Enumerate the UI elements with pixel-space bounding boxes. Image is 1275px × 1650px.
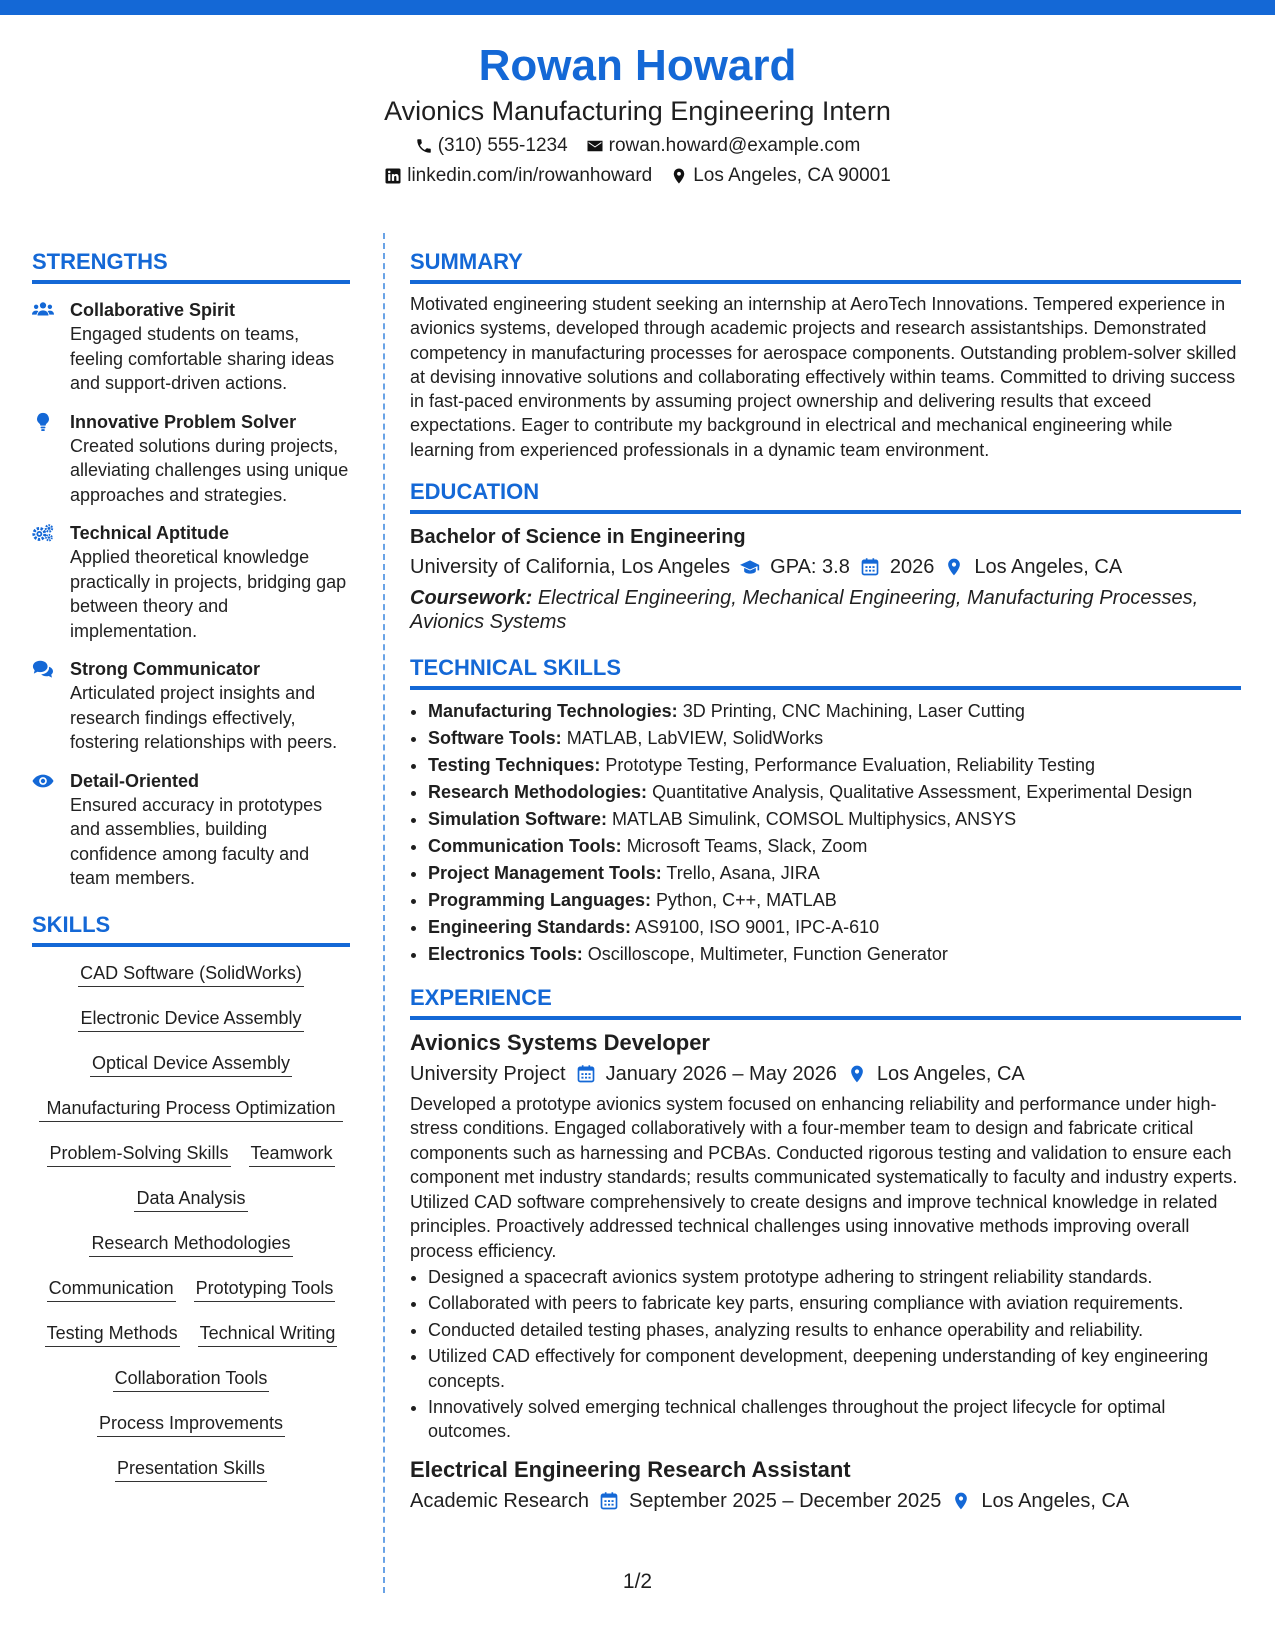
users-icon bbox=[32, 300, 56, 320]
skill-values: Microsoft Teams, Slack, Zoom bbox=[626, 836, 868, 857]
strengths-heading: STRENGTHS bbox=[32, 248, 350, 284]
skill-values: Python, C++, MATLAB bbox=[656, 890, 837, 911]
job-title: Electrical Engineering Research Assistant bbox=[410, 1456, 851, 1482]
contact-row-1 bbox=[0, 134, 1275, 158]
location-contact bbox=[670, 164, 891, 188]
skill-tag: Technical Writing bbox=[198, 1321, 338, 1347]
phone-contact[interactable] bbox=[415, 134, 568, 158]
linkedin-contact[interactable] bbox=[384, 164, 652, 188]
list-item bbox=[428, 860, 1241, 887]
map-pin-icon bbox=[847, 1064, 867, 1084]
strength-title: Collaborative Spirit bbox=[70, 300, 236, 320]
candidate-title: Avionics Manufacturing Engineering Intern bbox=[384, 96, 891, 126]
list-item bbox=[428, 806, 1241, 833]
job-meta bbox=[410, 1487, 1241, 1515]
list-item bbox=[428, 752, 1241, 779]
left-column bbox=[32, 248, 350, 1501]
map-pin-icon bbox=[670, 167, 688, 185]
eye-icon bbox=[32, 771, 56, 791]
right-column bbox=[410, 248, 1241, 1515]
skill-tag: Optical Device Assembly bbox=[90, 1051, 292, 1077]
education-section bbox=[410, 478, 1241, 634]
lightbulb-icon bbox=[32, 412, 56, 432]
technical-skills-list bbox=[410, 698, 1241, 968]
map-pin-icon bbox=[944, 557, 964, 577]
skill-values: Oscilloscope, Multimeter, Function Generator bbox=[587, 944, 948, 965]
strength-title: Technical Aptitude bbox=[70, 523, 230, 543]
candidate-name: Rowan Howard bbox=[478, 41, 797, 90]
email-text: rowan.howard@example.com bbox=[608, 135, 861, 156]
strength-desc: Engaged students on teams, feeling comfortable sharing ideas and support-driven actions. bbox=[70, 324, 335, 393]
strength-title: Innovative Problem Solver bbox=[70, 411, 297, 432]
coursework-list: Electrical Engineering, Mechanical Engineering, Manufacturing Processes, Avionics Systems bbox=[410, 587, 1199, 634]
gpa-text: GPA: 3.8 bbox=[770, 556, 850, 579]
list-item bbox=[428, 779, 1241, 806]
skills-heading: SKILLS bbox=[32, 911, 350, 947]
job-org: University Project bbox=[410, 1063, 566, 1086]
job-dates: January 2026 – May 2026 bbox=[605, 1063, 837, 1086]
skill-values: 3D Printing, CNC Machining, Laser Cutting bbox=[682, 701, 1025, 722]
skill-category: Programming Languages: bbox=[428, 890, 652, 911]
calendar-icon bbox=[599, 1491, 619, 1511]
strength-item bbox=[32, 410, 350, 508]
technical-skills-heading: TECHNICAL SKILLS bbox=[410, 654, 1241, 690]
summary-text: Motivated engineering student seeking an internship at AeroTech Innovations. Tempered experience in avionics systems, developed through academic projects and research assistantships. Demonstrated competency in manufacturing processes for aerospace components. Outstanding problem-solver skilled at devising innovative solutions and collaborating effectively within teams. Committed to driving success in fast-paced environments by assuming project ownership and delivering results that exceed expectations. Eager to contribute my background in electrical and mechanical engineering while learning from experienced professionals in a dynamic team environment. bbox=[410, 294, 1237, 460]
strength-desc: Ensured accuracy in prototypes and assemblies, building confidence among faculty and team members. bbox=[70, 794, 323, 888]
skill-category: Software Tools: bbox=[428, 728, 562, 749]
envelope-icon bbox=[586, 137, 604, 155]
skill-values: MATLAB, LabVIEW, SolidWorks bbox=[566, 728, 824, 749]
strength-desc: Created solutions during projects, alleviating challenges using unique approaches and strategies. bbox=[70, 435, 349, 505]
gears-icon bbox=[32, 523, 56, 543]
list-item bbox=[428, 914, 1241, 941]
strength-item bbox=[32, 769, 350, 891]
strength-item bbox=[32, 298, 350, 396]
graduation-year: 2026 bbox=[889, 556, 935, 579]
skill-values: MATLAB Simulink, COMSOL Multiphysics, ANSYS bbox=[612, 809, 1017, 830]
job-location: Los Angeles, CA bbox=[981, 1489, 1130, 1512]
column-divider bbox=[383, 233, 385, 1593]
skill-tag: Manufacturing Process Optimization bbox=[39, 1096, 343, 1122]
list-item bbox=[428, 725, 1241, 752]
skill-tag: Process Improvements bbox=[97, 1411, 285, 1437]
technical-skills-section bbox=[410, 654, 1241, 968]
experience-section bbox=[410, 984, 1241, 1515]
coursework bbox=[410, 586, 1241, 634]
skills-list bbox=[32, 961, 350, 1482]
list-item: • Innovatively solved emerging technical challenges throughout the project lifecycle for optimal outcomes. bbox=[428, 1395, 1241, 1444]
job-description: Developed a prototype avionics system focused on enhancing reliability and performance under high-stress conditions. Engaged collaboratively with a four-member team to design and fabricate critical components such as harnessing and PCBAs. Conducted rigorous testing and validation to ensure each component met industry standards; results communicated systematically to faculty and industry experts. Utilized CAD software comprehensively to create designs and improve technical knowledge in related principles. Proactively addressed technical challenges using innovative methods improving overall process efficiency. bbox=[410, 1094, 1238, 1261]
job-org: Academic Research bbox=[410, 1489, 589, 1512]
email-contact[interactable] bbox=[586, 134, 861, 158]
skill-values: Trello, Asana, JIRA bbox=[666, 863, 820, 884]
skill-tag: Prototyping Tools bbox=[194, 1276, 336, 1302]
contact-row-2 bbox=[0, 164, 1275, 188]
location-text: Los Angeles, CA 90001 bbox=[693, 165, 891, 186]
job-location: Los Angeles, CA bbox=[876, 1063, 1025, 1086]
education-meta bbox=[410, 553, 1241, 581]
strength-desc: Articulated project insights and research findings effectively, fostering relationships with peers. bbox=[70, 683, 338, 752]
list-item: • Designed a spacecraft avionics system prototype adhering to stringent reliability standards. bbox=[428, 1265, 1241, 1289]
skill-category: Engineering Standards: bbox=[428, 917, 632, 938]
linkedin-text: linkedin.com/in/rowanhoward bbox=[407, 165, 653, 186]
list-item: • Conducted detailed testing phases, analyzing results to enhance operability and reliability. bbox=[428, 1318, 1241, 1342]
education-heading: EDUCATION bbox=[410, 478, 1241, 514]
job-bullets bbox=[410, 1265, 1241, 1444]
skill-category: Electronics Tools: bbox=[428, 944, 583, 965]
comments-icon bbox=[32, 659, 56, 679]
strength-desc: Applied theoretical knowledge practically in projects, bridging gap between theory and implementation. bbox=[70, 547, 347, 641]
calendar-icon bbox=[576, 1064, 596, 1084]
graduation-cap-icon bbox=[740, 557, 760, 577]
calendar-icon bbox=[860, 557, 880, 577]
skill-category: Testing Techniques: bbox=[428, 755, 601, 776]
strength-title: Strong Communicator bbox=[70, 659, 261, 679]
list-item bbox=[428, 941, 1241, 968]
skill-tag: Problem-Solving Skills bbox=[47, 1141, 230, 1167]
skill-values: Quantitative Analysis, Qualitative Assessment, Experimental Design bbox=[652, 782, 1193, 803]
list-item: • Utilized CAD effectively for component development, deepening understanding of key engineering concepts. bbox=[428, 1344, 1241, 1393]
job-dates: September 2025 – December 2025 bbox=[628, 1489, 942, 1512]
skill-tag: Data Analysis bbox=[134, 1186, 247, 1212]
phone-icon bbox=[415, 137, 433, 155]
skill-category: Communication Tools: bbox=[428, 836, 622, 857]
education-location: Los Angeles, CA bbox=[974, 556, 1123, 579]
school-name: University of California, Los Angeles bbox=[410, 556, 731, 579]
job-meta bbox=[410, 1060, 1241, 1088]
skill-category: Simulation Software: bbox=[428, 809, 608, 830]
skill-values: AS9100, ISO 9001, IPC-A-610 bbox=[635, 917, 880, 938]
skill-category: Project Management Tools: bbox=[428, 863, 662, 884]
skill-category: Research Methodologies: bbox=[428, 782, 648, 803]
list-item bbox=[428, 698, 1241, 725]
phone-text: (310) 555-1234 bbox=[437, 135, 568, 156]
job-title: Avionics Systems Developer bbox=[410, 1030, 710, 1056]
skill-tag: Communication bbox=[47, 1276, 176, 1302]
list-item bbox=[428, 833, 1241, 860]
coursework-label: Coursework: bbox=[410, 587, 533, 610]
skill-category: Manufacturing Technologies: bbox=[428, 701, 678, 722]
strength-title: Detail-Oriented bbox=[70, 770, 200, 791]
list-item: • Collaborated with peers to fabricate key parts, ensuring compliance with aviation requirements. bbox=[428, 1291, 1241, 1315]
resume-header bbox=[0, 40, 1275, 188]
degree-name: Bachelor of Science in Engineering bbox=[410, 526, 746, 549]
skill-tag: Teamwork bbox=[249, 1141, 335, 1167]
strength-item bbox=[32, 657, 350, 755]
skill-tag: Collaboration Tools bbox=[113, 1366, 270, 1392]
skill-tag: Testing Methods bbox=[45, 1321, 180, 1347]
top-accent-bar bbox=[0, 0, 1275, 15]
map-pin-icon bbox=[951, 1491, 971, 1511]
page-number: 1/2 bbox=[622, 1570, 653, 1593]
summary-heading: SUMMARY bbox=[410, 248, 1241, 284]
linkedin-icon bbox=[384, 167, 402, 185]
skill-tag: Presentation Skills bbox=[115, 1456, 267, 1482]
strength-item bbox=[32, 521, 350, 643]
experience-heading: EXPERIENCE bbox=[410, 984, 1241, 1020]
list-item bbox=[428, 887, 1241, 914]
skill-tag: CAD Software (SolidWorks) bbox=[78, 961, 304, 987]
skill-tag: Electronic Device Assembly bbox=[78, 1006, 303, 1032]
skill-values: Prototype Testing, Performance Evaluation, Reliability Testing bbox=[605, 755, 1095, 776]
skill-tag: Research Methodologies bbox=[89, 1231, 292, 1257]
